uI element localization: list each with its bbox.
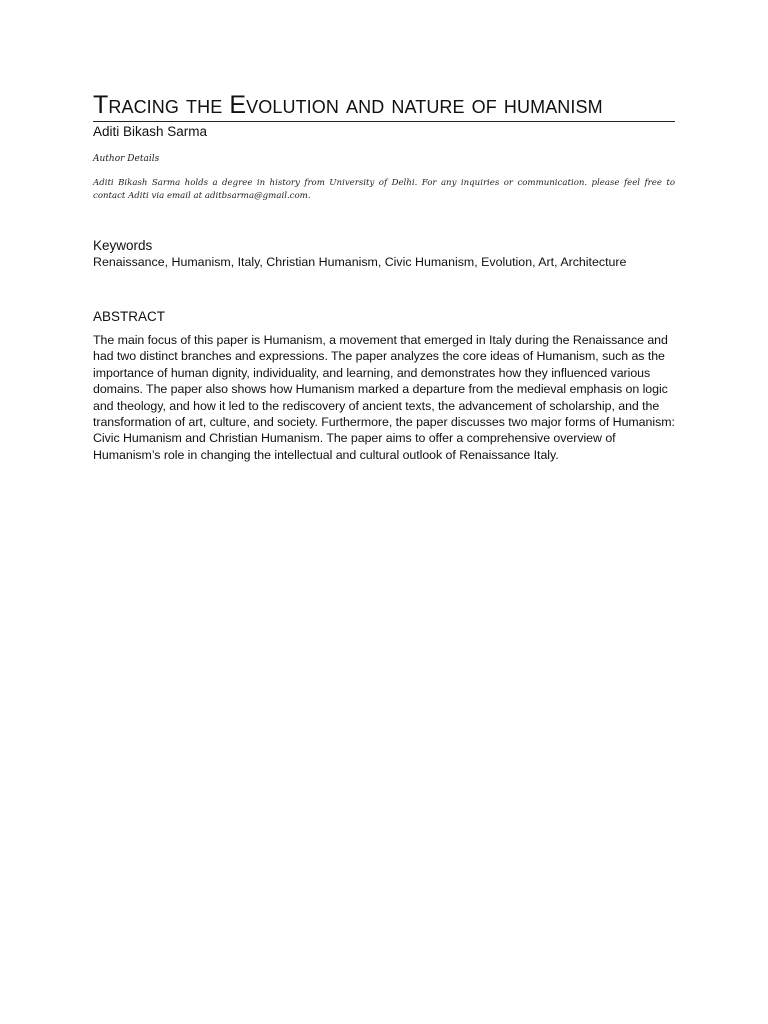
author-details-label: Author Details [93,154,160,164]
keywords-list: Renaissance, Humanism, Italy, Christian Humanism, Civic Humanism, Evolution, Art, Architecture [93,255,627,269]
paper-content [93,90,675,463]
abstract-heading: ABSTRACT [93,309,166,324]
author-details-text: Aditi Bikash Sarma holds a degree in history from University of Delhi. For any inquiries or communication. please feel free to contact Aditi via email at aditbsarma@gmail.com. [93,178,675,201]
paper-title: Tracing the Evolution and nature of humanism [93,91,603,119]
title-underline-divider [93,121,675,122]
abstract-paragraph: The main focus of this paper is Humanism, a movement that emerged in Italy during the Renaissance and had two distinct branches and expressions. The paper analyzes the core ideas of Humanism, such as the importance of human dignity, individuality, and learning, and demonstrates how they influenced various domains. The paper also shows how Humanism marked a departure from the medieval emphasis on logic and theology, and how it led to the rediscovery of ancient texts, the advancement of scholarship, and the transformation of art, culture, and society. Furthermore, the paper discusses two major forms of Humanism: Civic Humanism and Christian Humanism. The paper aims to offer a comprehensive overview of Humanism’s role in changing the intellectual and cultural outlook of Renaissance Italy. [93,333,675,462]
author-name: Aditi Bikash Sarma [93,124,208,139]
keywords-heading: Keywords [93,238,153,253]
